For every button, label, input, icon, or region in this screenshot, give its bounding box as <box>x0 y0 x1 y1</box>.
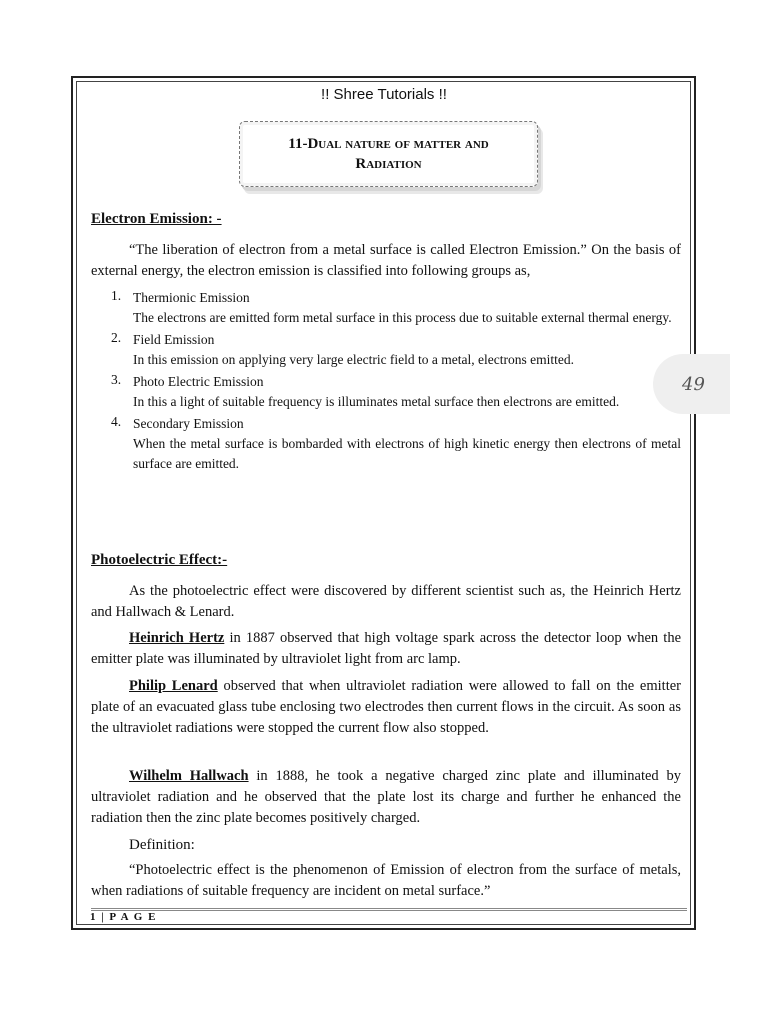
hallwach-paragraph <box>91 766 681 829</box>
emission-types-list <box>91 288 681 476</box>
list-item-number: 3. <box>111 372 122 387</box>
section-heading-electron-emission: Electron Emission: - <box>91 211 222 227</box>
page-number-tab[interactable] <box>653 354 730 414</box>
list-item <box>91 414 681 474</box>
list-item <box>91 372 681 412</box>
page-footer: 1 | P A G E <box>90 911 157 923</box>
list-item <box>91 288 681 328</box>
list-item-description: In this a light of suitable frequency is illuminates metal surface then electrons are emitted. <box>133 394 620 409</box>
list-item-description: The electrons are emitted form metal surface in this process due to suitable external thermal energy. <box>133 310 672 325</box>
list-item-number: 1. <box>111 288 122 303</box>
list-item-description: When the metal surface is bombarded with electrons of high kinetic energy then electrons of metal surface are emitted. <box>133 436 681 471</box>
hallwach-text: in 1888, he took a negative charged zinc plate and illuminated by ultraviolet radiation and he observed that the plate lost its charge and further he enhanced the radiation then the zinc plate becomes positively charged. <box>91 768 681 826</box>
footer-rule <box>91 908 687 911</box>
photoelectric-intro: As the photoelectric effect were discovered by different scientist such as, the Heinrich Hertz and Hallwach & Lenard. <box>91 583 681 620</box>
chapter-title-box <box>239 121 538 187</box>
scientist-name-lenard: Philip Lenard <box>129 678 218 694</box>
list-item-title: Secondary Emission <box>133 416 244 431</box>
list-item-title: Thermionic Emission <box>133 290 250 305</box>
list-item-number: 4. <box>111 414 122 429</box>
lenard-text: observed that when ultraviolet radiation were allowed to fall on the emitter plate of an evacuated glass tube enclosing two electrodes then current flows in the circuit. As soon as the ultraviolet radiations were stopped the current flow also stopped. <box>91 678 681 736</box>
definition-text: “Photoelectric effect is the phenomenon of Emission of electron from the surface of metals, when radiations of suitable frequency are incident on metal surface.” <box>91 862 681 899</box>
list-item-description: In this emission on applying very large electric field to a metal, electrons emitted. <box>133 352 574 367</box>
hertz-paragraph <box>91 628 681 670</box>
list-item <box>91 330 681 370</box>
hertz-text: in 1887 observed that high voltage spark across the detector loop when the emitter plate was illuminated by ultraviolet light from arc lamp. <box>91 630 682 667</box>
chapter-title: 11-Dual nature of matter and Radiation <box>288 136 489 172</box>
scientist-name-hertz: Heinrich Hertz <box>129 630 225 646</box>
electron-emission-intro: “The liberation of electron from a metal surface is called Electron Emission.” On the basis of external energy, the electron emission is classified into following groups as, <box>91 242 681 279</box>
list-item-title: Field Emission <box>133 332 215 347</box>
header-title: !! Shree Tutorials !! <box>321 86 447 103</box>
scientist-name-hallwach: Wilhelm Hallwach <box>129 768 249 784</box>
list-item-number: 2. <box>111 330 122 345</box>
page-number-tab-label: 49 <box>682 373 705 395</box>
lenard-paragraph <box>91 676 681 739</box>
section-heading-photoelectric-effect: Photoelectric Effect:- <box>91 552 228 568</box>
definition-label: Definition: <box>129 837 195 853</box>
list-item-title: Photo Electric Emission <box>133 374 264 389</box>
